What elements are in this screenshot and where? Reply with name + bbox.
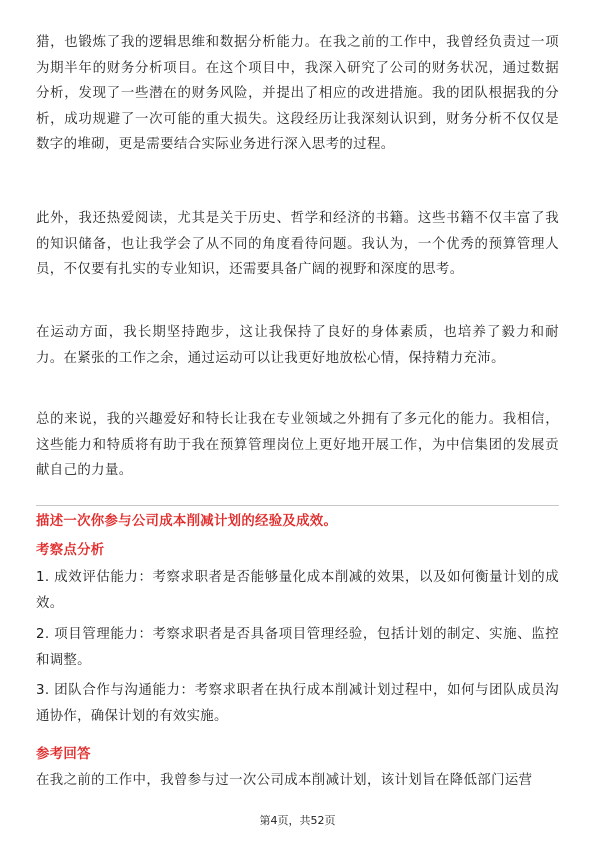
body-paragraph: 此外，我还热爱阅读，尤其是关于历史、哲学和经济的书籍。这些书籍不仅丰富了我的知识储备，也让我学会了从不同的角度看待问题。我认为，一个优秀的预算管理人员，不仅要有扎实的专业知识，还需要具备广阔的视野和深度的思考。 — [36, 211, 559, 277]
analysis-item: 3. 团队合作与沟通能力：考察求职者在执行成本削减计划过程中，如何与团队成员沟通协作，确保计划的有效实施。 — [36, 683, 559, 724]
analysis-item: 1. 成效评估能力：考察求职者是否能够量化成本削减的效果，以及如何衡量计划的成效。 — [36, 570, 559, 611]
body-paragraph: 猎，也锻炼了我的逻辑思维和数据分析能力。在我之前的工作中，我曾经负责过一项为期半年的财务分析项目。在这个项目中，我深入研究了公司的财务状况，通过数据分析，发现了一些潜在的财务风险，并提出了相应的改进措施。我的团队根据我的分析，成功规避了一次可能的重大损失。这段经历让我深刻认识到，财务分析不仅仅是数字的堆砌，更是需要结合实际业务进行深入思考的过程。 — [36, 35, 559, 152]
section-divider — [36, 505, 559, 506]
body-paragraph: 在运动方面，我长期坚持跑步，这让我保持了良好的身体素质，也培养了毅力和耐力。在紧张的工作之余，通过运动可以让我更好地放松心情，保持精力充沛。 — [36, 325, 559, 366]
analysis-item: 2. 项目管理能力：考察求职者是否具备项目管理经验，包括计划的制定、实施、监控和调整。 — [36, 627, 559, 668]
question-heading: 描述一次你参与公司成本削减计划的经验及成效。 — [36, 514, 338, 529]
answer-text: 在我之前的工作中，我曾参与过一次公司成本削减计划，该计划旨在降低部门运营 — [36, 773, 533, 788]
answer-heading: 参考回答 — [36, 747, 91, 762]
body-paragraph: 总的来说，我的兴趣爱好和特长让我在专业领域之外拥有了多元化的能力。我相信，这些能力和特质将有助于我在预算管理岗位上更好地开展工作，为中信集团的发展贡献自己的力量。 — [36, 412, 559, 478]
analysis-heading: 考察点分析 — [36, 543, 105, 558]
page-footer: 第4页，共52页 — [259, 814, 336, 827]
